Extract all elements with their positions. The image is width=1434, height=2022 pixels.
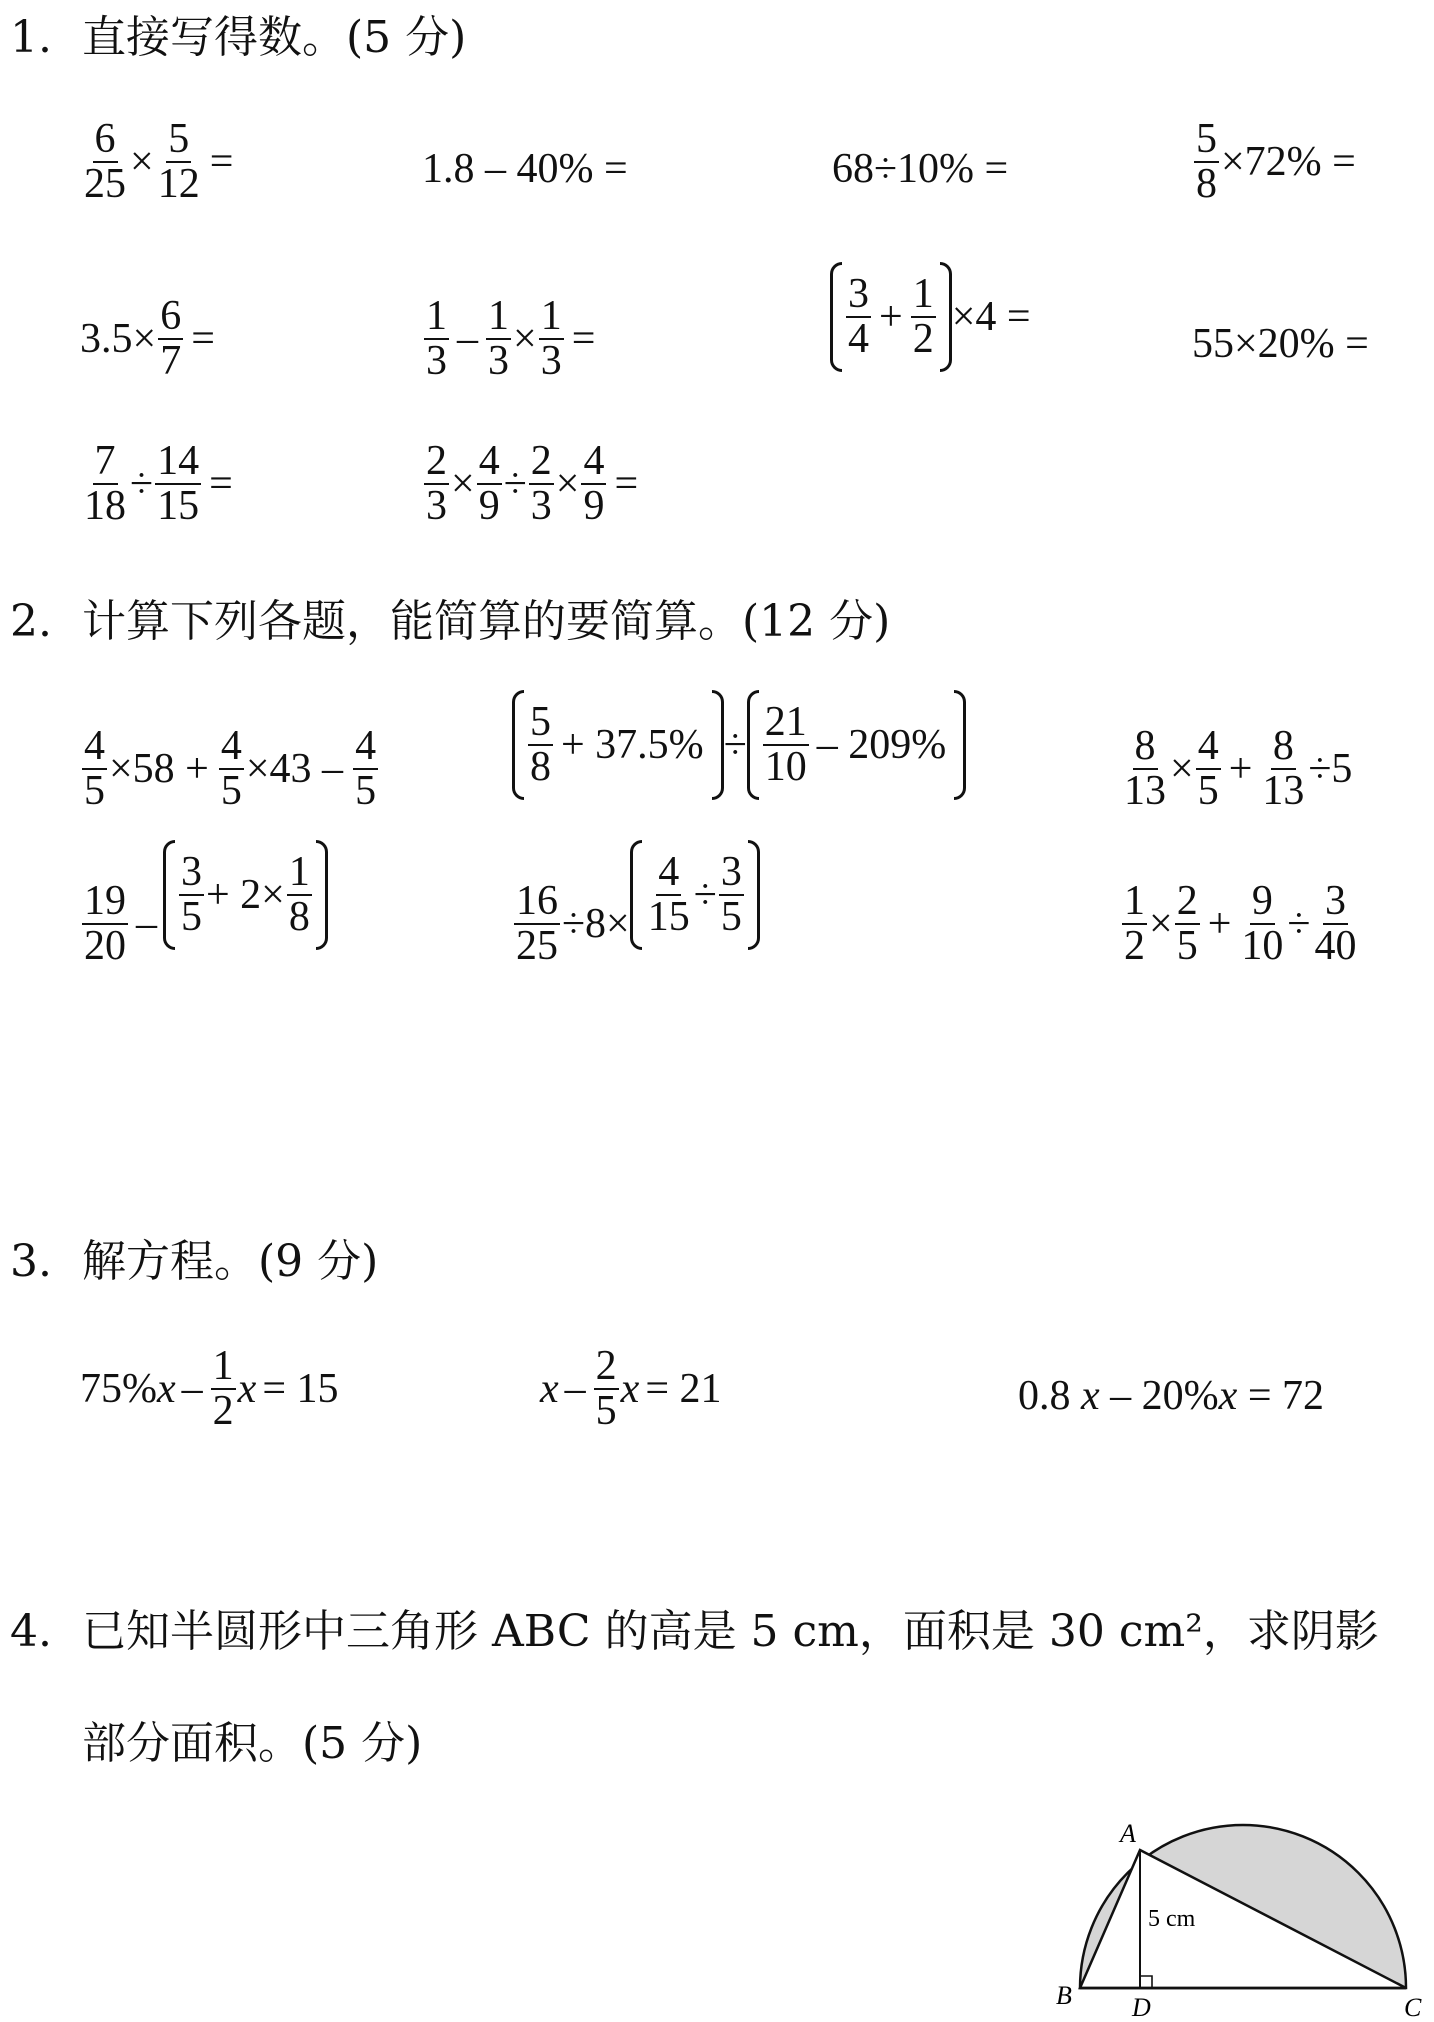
q4-number: 4. [10,1606,52,1657]
left-paren [830,262,842,372]
q1-item-h: 55×20% = [1192,321,1369,367]
q4-heading [10,1606,1379,1657]
fraction: $\frac{6}{7}$ [160,293,182,384]
q2-item-b: 5 8 + 37.5% ÷ 21 10 – 209% [512,690,966,800]
right-paren [712,690,724,800]
fraction: $\frac{1}{2}$ [912,271,934,362]
left-paren [163,840,175,950]
left-paren [630,840,642,950]
fraction: 3 5 [181,849,202,940]
fraction: $\frac{5}{12}$ [157,116,200,207]
left-paren [512,690,524,800]
q1-item-i: $\frac{7}{18}$ ÷ $\frac{14}{15}$ = [84,438,233,529]
parenthesis-group: 5 8 + 37.5% [512,690,724,800]
fraction: $\frac{2}{3}$ [426,438,447,529]
fraction: $\frac{16}{25}$ [516,878,558,969]
fraction: 4 5 [355,723,377,814]
q1-item-a: $\frac{6}{25}$ × $\frac{5}{12}$ = [84,116,234,207]
fraction: 2 5 [595,1343,617,1434]
q3-item-b: x – 2 5 x = 21 [540,1343,722,1434]
q2-item-a: $\frac{4}{5}$ ×58 + $\frac{4}{5}$ ×43 – 4 5 [84,723,377,814]
label-a: A [1120,1819,1136,1848]
right-paren [748,840,760,950]
parenthesis-group: 21 10 – 209% [747,690,967,800]
parenthesis-group: $\frac{4}{15}$ ÷ $\frac{3}{5}$ [630,840,760,950]
fraction: $\frac{4}{15}$ [647,849,690,940]
fraction: $\frac{2}{3}$ [530,438,552,529]
fraction: $\frac{8}{13}$ [1124,723,1166,814]
fraction: 1 2 [212,1343,234,1434]
q3-item-a: 75% x – 1 2 x = 15 [80,1343,339,1434]
q1-item-j: $\frac{2}{3}$ × $\frac{4}{9}$ ÷ $\frac{2}{3}$ × $\frac{4}{9}$ = [426,438,639,529]
fraction: $\frac{1}{3}$ [540,293,562,384]
fraction: $\frac{2}{5}$ [1176,878,1198,969]
fraction: $\frac{4}{5}$ [1197,723,1219,814]
fraction: $\frac{3}{40}$ [1314,878,1357,969]
parenthesis-group: 3 5 + 2× $\frac{1}{8}$ [163,840,328,950]
q4-title-line2: 部分面积。(5 分) [82,1718,423,1769]
semicircle-figure [1040,1800,1434,2022]
q3-item-c: 0.8 x – 20% x = 72 [1018,1373,1324,1419]
fraction: $\frac{4}{5}$ [220,723,242,814]
q2-item-e: $\frac{16}{25}$ ÷8× $\frac{4}{15}$ ÷ $\frac{3}{5}$ [512,880,760,968]
right-paren [316,840,328,950]
q3-number: 3. [10,1236,52,1287]
q2-number: 2. [10,596,52,647]
q1-heading [10,12,467,63]
q2-item-c: $\frac{8}{13}$ × $\frac{4}{5}$ + $\frac{8}{13}$ ÷5 [1124,723,1353,814]
q1-item-c: 68÷10% = [832,146,1009,192]
label-d: D [1132,1993,1151,2022]
label-c: C [1404,1993,1422,2022]
q4-title-line1: 已知半圆形中三角形 ABC 的高是 5 cm，面积是 30 cm²，求阴影 [82,1606,1379,1657]
q1-title: 直接写得数。(5 分) [82,12,467,63]
q2-item-d: 19 20 – 3 5 + 2× $\frac{1}{8}$ [80,880,328,968]
height-label: 5 cm [1148,1906,1196,1932]
q2-heading [10,596,891,647]
fraction: $\frac{6}{25}$ [84,116,126,207]
q3-heading [10,1236,379,1287]
fraction: $\frac{1}{3}$ [488,293,509,384]
label-b: B [1056,1981,1072,2010]
fraction: $\frac{5}{8}$ [1196,116,1217,207]
parenthesis-group: 3 4 + $\frac{1}{2}$ [830,262,952,372]
right-paren [954,690,966,800]
right-paren [940,262,952,372]
q1-number: 1. [10,12,52,63]
fraction: 19 20 [84,878,126,969]
q2-title: 计算下列各题，能简算的要简算。(12 分) [82,596,891,647]
fraction: 21 10 [764,699,807,790]
fraction: $\frac{4}{9}$ [583,438,605,529]
q1-item-b: 1.8 – 40% = [422,146,628,192]
fraction: $\frac{9}{10}$ [1241,878,1284,969]
fraction: 1 3 [426,293,447,384]
q2-item-f: $\frac{1}{2}$ × $\frac{2}{5}$ + $\frac{9}{10}$ ÷ $\frac{3}{40}$ [1124,878,1357,969]
q1-item-d: $\frac{5}{8}$ ×72% = [1196,116,1356,207]
fraction: $\frac{1}{8}$ [288,849,310,940]
fraction: 3 4 [848,271,869,362]
q1-item-e: 3.5× $\frac{6}{7}$ = [80,293,215,384]
fraction: $\frac{8}{13}$ [1262,723,1305,814]
left-paren [747,690,759,800]
fraction: $\frac{7}{18}$ [84,438,126,529]
fraction: 5 8 [530,699,551,790]
q1-item-g: 3 4 + $\frac{1}{2}$ ×4 = [830,262,1031,372]
fraction: $\frac{14}{15}$ [157,438,200,529]
q1-item-f: 1 3 – $\frac{1}{3}$ × $\frac{1}{3}$ = [426,293,596,384]
fraction: $\frac{1}{2}$ [1124,878,1145,969]
fraction: $\frac{4}{9}$ [478,438,500,529]
fraction: $\frac{3}{5}$ [720,849,742,940]
fraction: $\frac{4}{5}$ [84,723,105,814]
q3-title: 解方程。(9 分) [82,1236,379,1287]
